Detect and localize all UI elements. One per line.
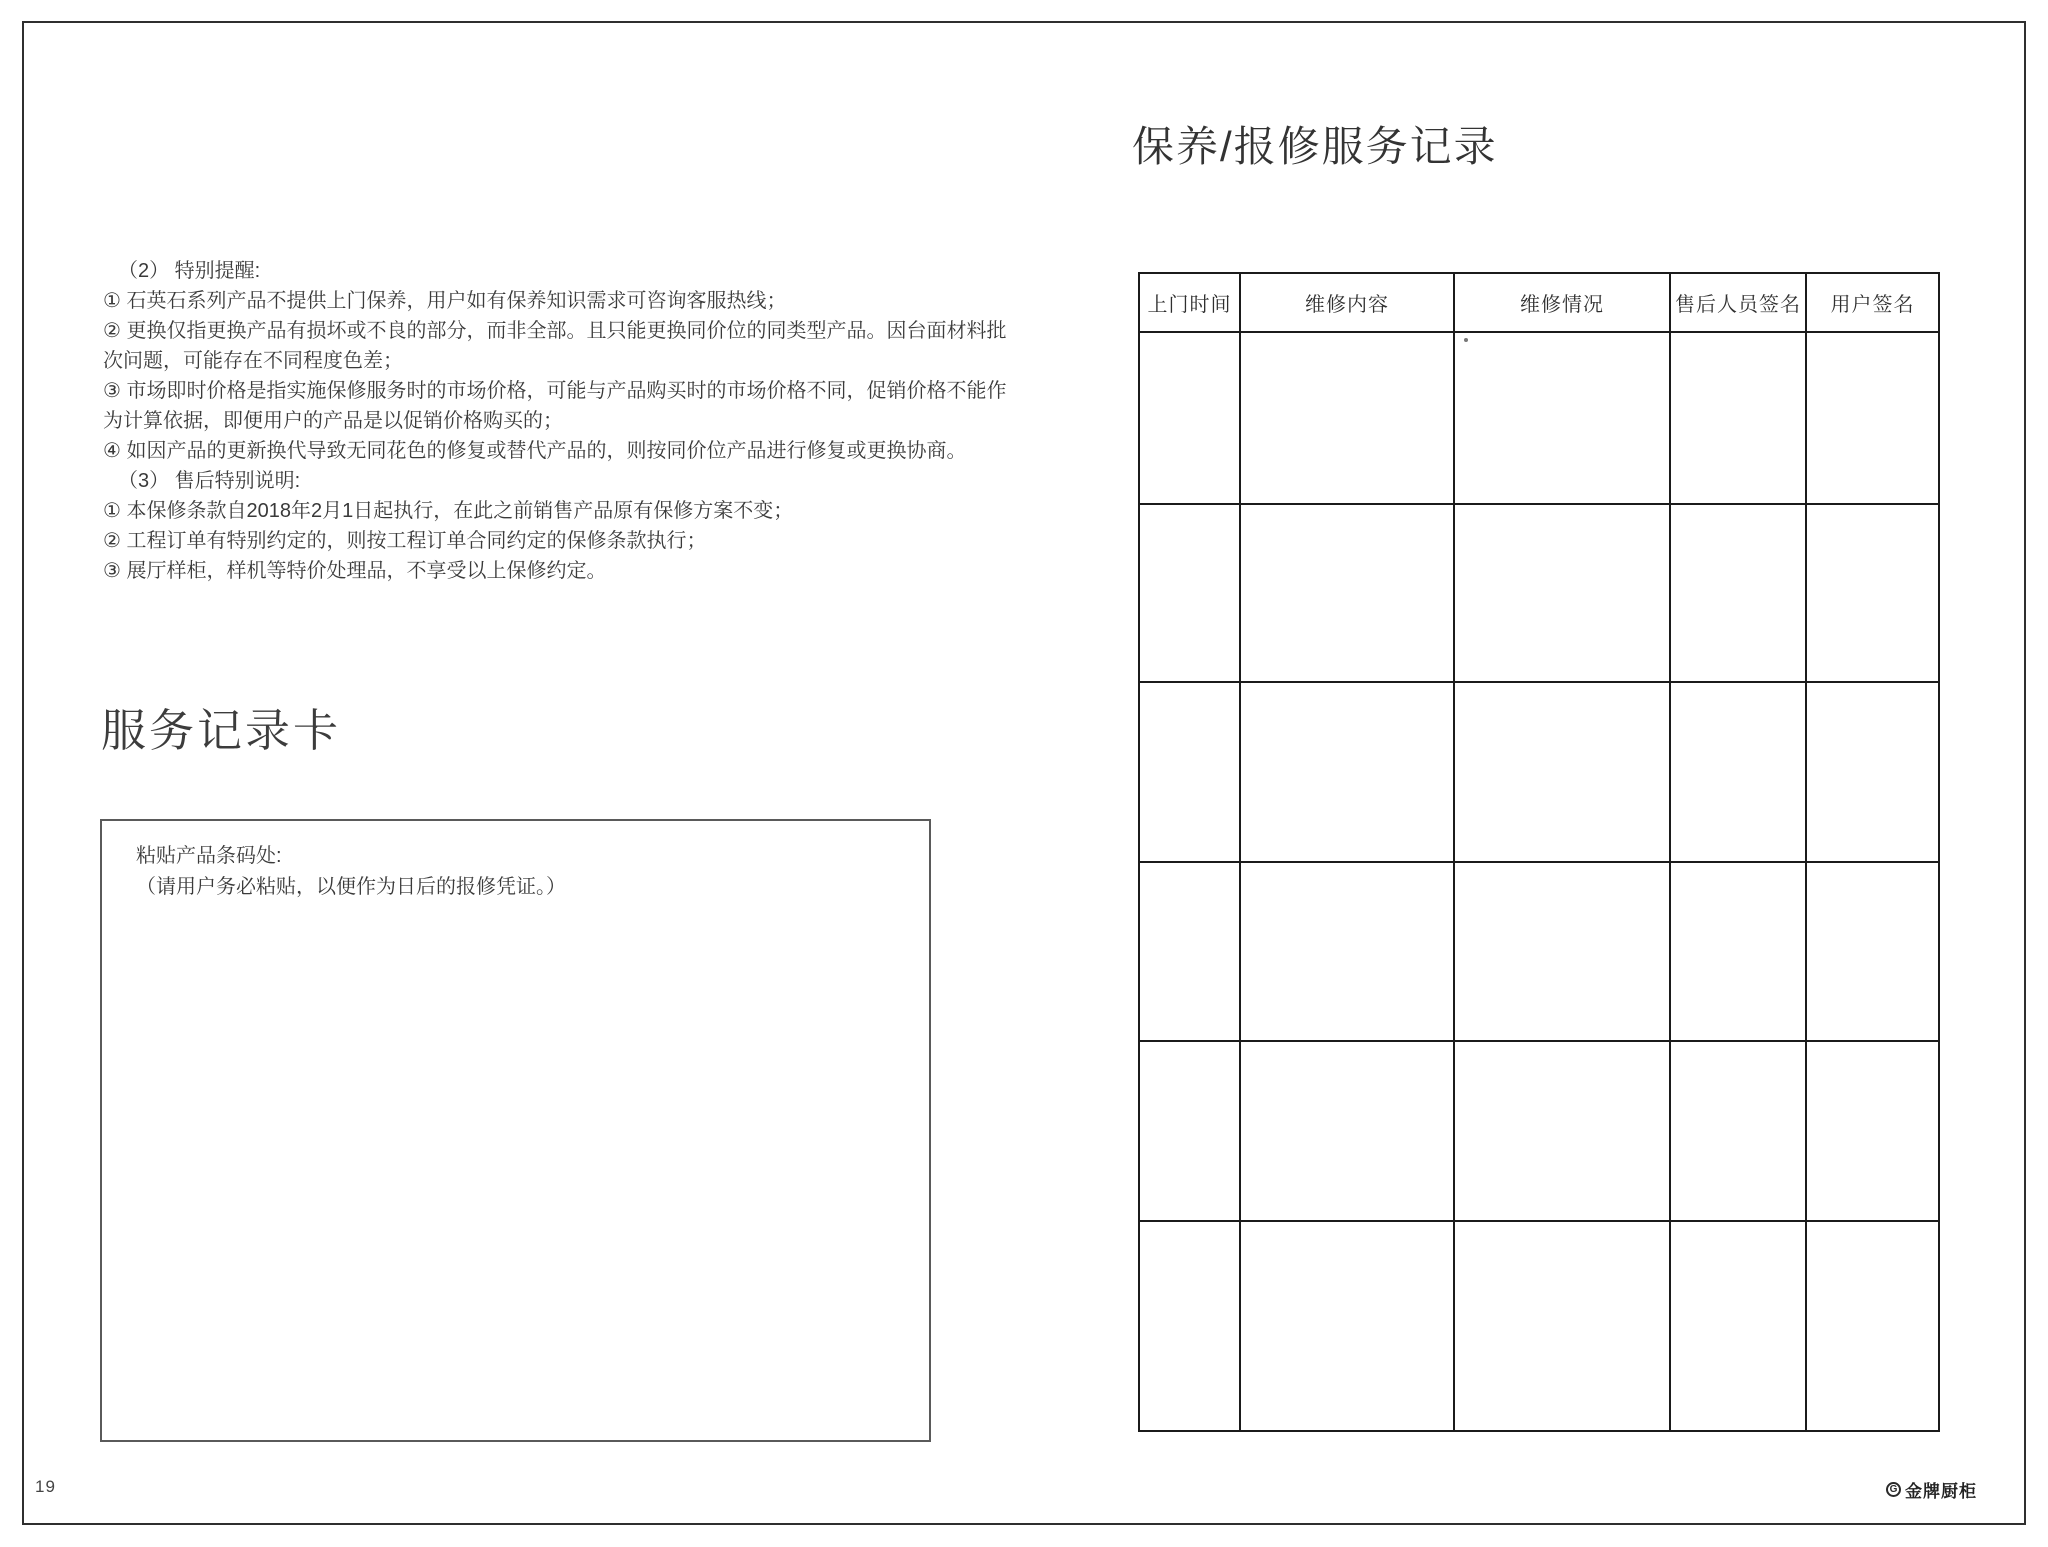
- table-row: [1139, 1221, 1939, 1431]
- notice-line: 次问题，可能存在不同程度色差；: [103, 350, 403, 372]
- notice-line: 为计算依据，即便用户的产品是以促销价格购买的；: [103, 410, 563, 432]
- table-cell: [1670, 332, 1806, 504]
- maintenance-record-title: 保养/报修服务记录: [1132, 123, 1498, 170]
- col-header-repair-content: 维修内容: [1240, 273, 1454, 332]
- table-cell: [1806, 1041, 1939, 1221]
- table-cell: [1806, 682, 1939, 862]
- table-cell: [1670, 1221, 1806, 1431]
- brand-logo: [1886, 1477, 1977, 1502]
- table-cell: [1454, 682, 1670, 862]
- table-cell: [1240, 1041, 1454, 1221]
- notice-heading-3: （3） 售后特别说明:: [118, 470, 301, 492]
- table-row: [1139, 1041, 1939, 1221]
- table-cell: [1240, 1221, 1454, 1431]
- table-cell: [1139, 1221, 1240, 1431]
- notice-line: ② 工程订单有特别约定的，则按工程订单合同约定的保修条款执行；: [103, 530, 707, 552]
- table-cell: [1454, 332, 1670, 504]
- table-cell: [1670, 682, 1806, 862]
- table-header-row: [1139, 273, 1939, 332]
- col-header-staff-signature: 售后人员签名: [1670, 273, 1806, 332]
- table-row: [1139, 332, 1939, 504]
- stray-mark: [1464, 338, 1468, 342]
- table-cell: [1806, 332, 1939, 504]
- record-table-body: [1139, 332, 1939, 1431]
- col-header-repair-status: 维修情况: [1454, 273, 1670, 332]
- notice-line: ③ 市场即时价格是指实施保修服务时的市场价格，可能与产品购买时的市场价格不同，促销价格不能作: [103, 380, 1007, 402]
- table-cell: [1454, 1221, 1670, 1431]
- table-cell: [1670, 862, 1806, 1041]
- table-cell: [1670, 1041, 1806, 1221]
- col-header-visit-time: 上门时间: [1139, 273, 1240, 332]
- brand-name: 金牌厨柜: [1905, 1482, 1977, 1501]
- table-cell: [1240, 504, 1454, 682]
- table-cell: [1139, 332, 1240, 504]
- col-header-user-signature: 用户签名: [1806, 273, 1939, 332]
- table-row: [1139, 504, 1939, 682]
- table-row: [1139, 862, 1939, 1041]
- table-cell: [1139, 682, 1240, 862]
- barcode-box-note: （请用户务必粘贴，以便作为日后的报修凭证。）: [136, 876, 566, 898]
- notice-line: ③ 展厅样柜，样机等特价处理品，不享受以上保修约定。: [103, 560, 607, 582]
- notice-line: ④ 如因产品的更新换代导致无同花色的修复或替代产品的，则按同价位产品进行修复或更换协商。: [103, 440, 967, 462]
- table-cell: [1454, 862, 1670, 1041]
- table-cell: [1139, 1041, 1240, 1221]
- page-number: 19: [35, 1477, 56, 1496]
- table-cell: [1670, 504, 1806, 682]
- table-row: [1139, 682, 1939, 862]
- notice-heading-2: （2） 特别提醒:: [118, 260, 261, 282]
- table-cell: [1806, 862, 1939, 1041]
- barcode-box-label: 粘贴产品条码处:: [136, 845, 282, 867]
- table-cell: [1139, 504, 1240, 682]
- table-cell: [1454, 504, 1670, 682]
- table-cell: [1139, 862, 1240, 1041]
- brand-g-icon: G: [1886, 1482, 1901, 1497]
- table-cell: [1806, 504, 1939, 682]
- warranty-notices: [103, 256, 1007, 586]
- barcode-paste-box: [100, 819, 931, 1442]
- notice-line: ① 本保修条款自2018年2月1日起执行，在此之前销售产品原有保修方案不变；: [103, 500, 794, 522]
- service-record-table: [1138, 272, 1940, 1432]
- notice-line: ② 更换仅指更换产品有损坏或不良的部分，而非全部。且只能更换同价位的同类型产品。因台面材料批: [103, 320, 1007, 342]
- table-cell: [1240, 682, 1454, 862]
- notice-line: ① 石英石系列产品不提供上门保养，用户如有保养知识需求可咨询客服热线；: [103, 290, 787, 312]
- table-cell: [1240, 332, 1454, 504]
- service-record-card-title: 服务记录卡: [101, 705, 342, 756]
- table-cell: [1240, 862, 1454, 1041]
- table-cell: [1806, 1221, 1939, 1431]
- table-cell: [1454, 1041, 1670, 1221]
